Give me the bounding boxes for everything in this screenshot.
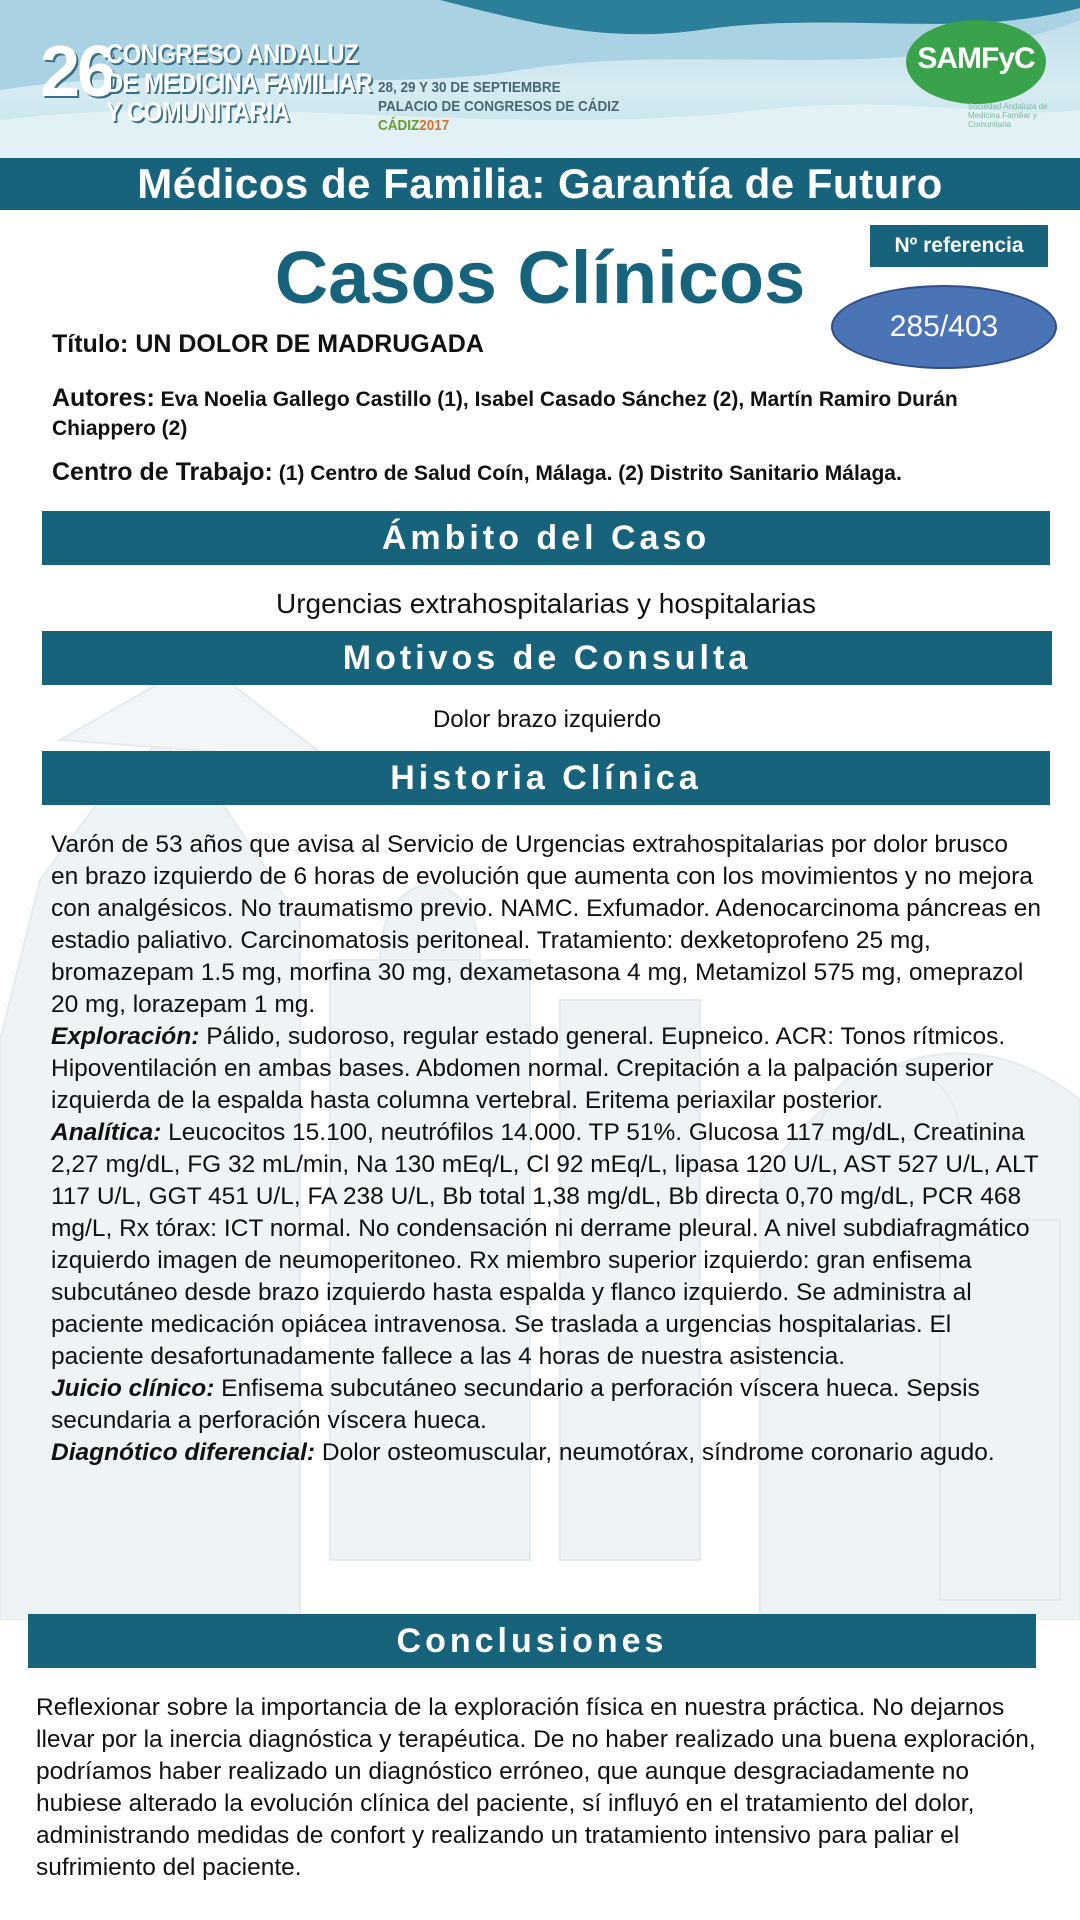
logo-text: SAMFyC	[917, 42, 1035, 75]
congress-number: 26	[40, 32, 115, 112]
motto-text: Médicos de Familia: Garantía de Futuro	[137, 160, 943, 207]
congress-banner	[0, 0, 1080, 158]
motto-bar	[0, 158, 1080, 210]
section-heading-historia: Historia Clínica	[42, 751, 1050, 805]
section-heading-ambito: Ámbito del Caso	[42, 511, 1050, 565]
historia-intro: Varón de 53 años que avisa al Servicio de Urgencias extrahospitalarias por dolor brusco en brazo izquierdo de 6 horas de evolución que aumenta con los movimientos y no mejora con analgésicos. No traumatismo previo. NAMC. Exfumador. Adenocarcinoma páncreas en estadio paliativo. Carcinomatosis peritoneal. Tratamiento: dexketoprofeno 25 mg, bromazepam 1.5 mg, morfina 30 mg, dexametasona 4 mg, Metamizol 575 mg, omeprazol 20 mg, lorazepam 1 mg.	[51, 831, 1042, 1018]
juicio-label: Juicio clínico:	[51, 1375, 215, 1402]
center-value: (1) Centro de Salud Coín, Málaga. (2) Distrito Sanitario Málaga.	[278, 462, 902, 485]
motivos-text: Dolor brazo izquierdo	[432, 706, 662, 733]
title-label: Título:	[52, 330, 129, 358]
congress-line-1: CONGRESO ANDALUZ	[106, 39, 359, 69]
diagnostico-label: Diagnótico diferencial:	[51, 1439, 316, 1466]
historia-clinica-text	[51, 829, 1041, 1469]
exploracion-text: Pálido, sudoroso, regular estado general. Eupneico. ACR: Tonos rítmicos. Hipoventilación en ambas bases. Abdomen normal. Crepitación a la palpación superior izquierda de la espalda hasta columna vertebral. Eritema periaxilar posterior.	[51, 1023, 1006, 1114]
diagnostico-paragraph	[51, 1437, 1041, 1469]
juicio-text: Enfisema subcutáneo secundario a perforación víscera hueca. Sepsis secundaria a perforación víscera hueca.	[51, 1375, 980, 1434]
authors-value: Eva Noelia Gallego Castillo (1), Isabel Casado Sánchez (2), Martín Ramiro Durán Chiappero (2)	[52, 388, 958, 440]
section-heading-conclusiones: Conclusiones	[28, 1614, 1036, 1668]
analitica-text: Leucocitos 15.100, neutrófilos 14.000. TP 51%. Glucosa 117 mg/dL, Creatinina 2,27 mg/dL, FG 32 mL/min, Na 130 mEq/L, Cl 92 mEq/L, lipasa 120 U/L, AST 527 U/L, ALT 117 U/L, GGT 451 U/L, FA 238 U/L, Bb total 1,38 mg/dL, Bb directa 0,70 mg/dL, PCR 468 mg/L, Rx tórax: ICT normal. No condensación ni derrame pleural. A nivel subdiafragmático izquierdo imagen de neumoperitoneo. Rx miembro superior izquierdo: gran enfisema subcutáneo desde brazo izquierdo hasta espalda y flanco izquierdo. Se administra al paciente medicación opiácea intravenosa. Se traslada a urgencias hospitalarias. El paciente desafortunadamente fallece a las 4 horas de nuestra asistencia.	[51, 1119, 1039, 1370]
congress-venue: PALACIO DE CONGRESOS DE CÁDIZ	[378, 98, 620, 115]
analitica-label: Analítica:	[51, 1119, 162, 1146]
section-heading-motivos: Motivos de Consulta	[42, 631, 1052, 685]
authors-label: Autores:	[52, 384, 155, 412]
page-title: Casos Clínicos	[274, 236, 806, 319]
samfyc-logo	[906, 20, 1046, 140]
conclusiones-text: Reflexionar sobre la importancia de la exploración física en nuestra práctica. No dejarnos llevar por la inercia diagnóstica y terapéutica. De no haber realizado una buena exploración, podríamos haber realizado un diagnóstico erróneo, que aunque desgraciadamente no hubiese alterado la evolución clínica del paciente, sí influyó en el tratamiento del dolor, administrando medidas de confort y realizando un tratamiento intensivo para paliar el sufrimiento del paciente.	[36, 1694, 1036, 1881]
congress-city-year	[378, 116, 619, 135]
congress-name	[106, 40, 372, 127]
analitica-paragraph	[51, 1117, 1041, 1373]
congress-city: CÁDIZ	[378, 117, 420, 134]
authors	[52, 384, 1012, 443]
exploracion-label: Exploración:	[51, 1023, 200, 1050]
congress-line-3: Y COMUNITARIA	[106, 97, 290, 127]
congress-line-2: DE MEDICINA FAMILIAR	[106, 68, 373, 98]
diagnostico-text: Dolor osteomuscular, neumotórax, síndrome coronario agudo.	[315, 1439, 995, 1466]
juicio-paragraph	[51, 1373, 1041, 1437]
congress-year: 2017	[419, 117, 450, 134]
ambito-text: Urgencias extrahospitalarias y hospitalarias	[275, 588, 817, 619]
congress-dates: 28, 29 Y 30 DE SEPTIEMBRE	[378, 79, 561, 96]
title-value: UN DOLOR DE MADRUGADA	[135, 330, 484, 358]
center-label: Centro de Trabajo:	[52, 458, 273, 486]
logo-subtitle: Sociedad Andaluza de Medicina Familiar y Comunitaria	[968, 102, 1048, 129]
congress-details	[378, 78, 619, 135]
case-title	[52, 330, 484, 359]
work-center	[52, 458, 902, 487]
reference-label: Nº referencia	[870, 225, 1048, 267]
exploracion-paragraph	[51, 1021, 1041, 1117]
reference-number: 285/403	[831, 285, 1057, 369]
